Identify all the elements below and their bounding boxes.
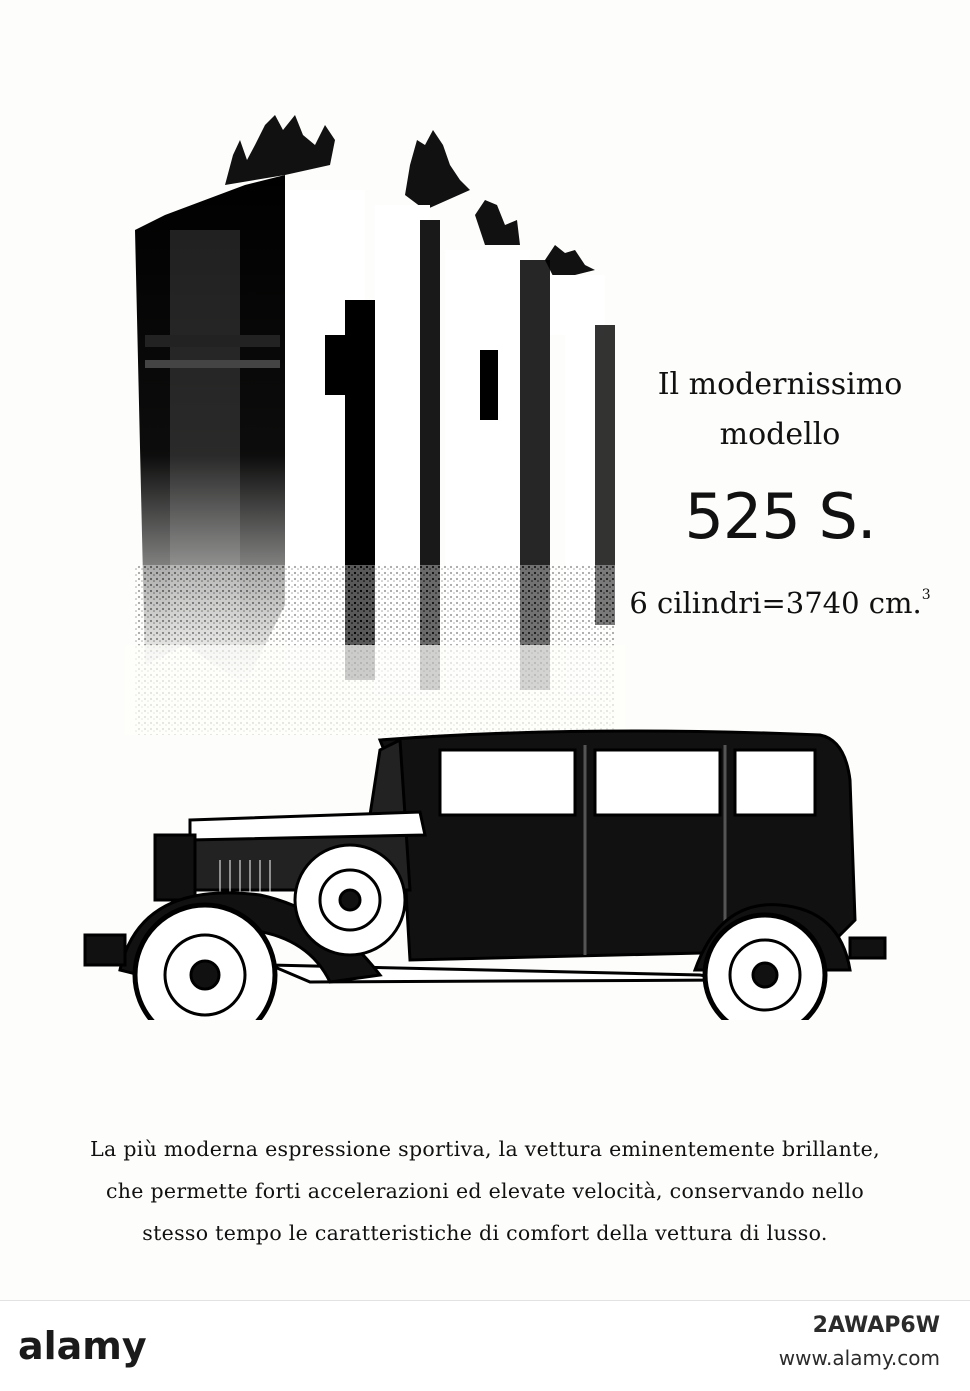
site-url[interactable]: www.alamy.com [778,1346,940,1370]
brand-text: alamy [18,1324,147,1368]
engine-spec [615,575,945,623]
stock-footer [0,1300,970,1391]
headline-block [615,365,945,623]
body-line-1: La più moderna espressione sportiva, la vettura eminentemente brillante, [90,1137,880,1161]
car-illustration [80,720,900,1020]
headline-line-2: modello [719,417,841,452]
body-copy [60,1128,910,1254]
fiat-monument-logo [125,85,625,735]
model-name: 525 S. [684,480,876,553]
image-code: 2AWAP6W [812,1313,940,1338]
engine-spec-text: 6 cilindri=3740 cm. [629,586,922,620]
stock-id-block [779,1313,940,1370]
alamy-logo[interactable] [18,1323,173,1369]
engine-spec-superscript: 3 [921,587,931,603]
body-line-2: che permette forti accelerazioni ed elevate velocità, conservando nello [105,1179,865,1203]
body-line-3: stesso tempo le caratteristiche di comfort della vettura di lusso. [142,1221,828,1245]
headline-line-1: Il modernissimo [657,367,903,402]
